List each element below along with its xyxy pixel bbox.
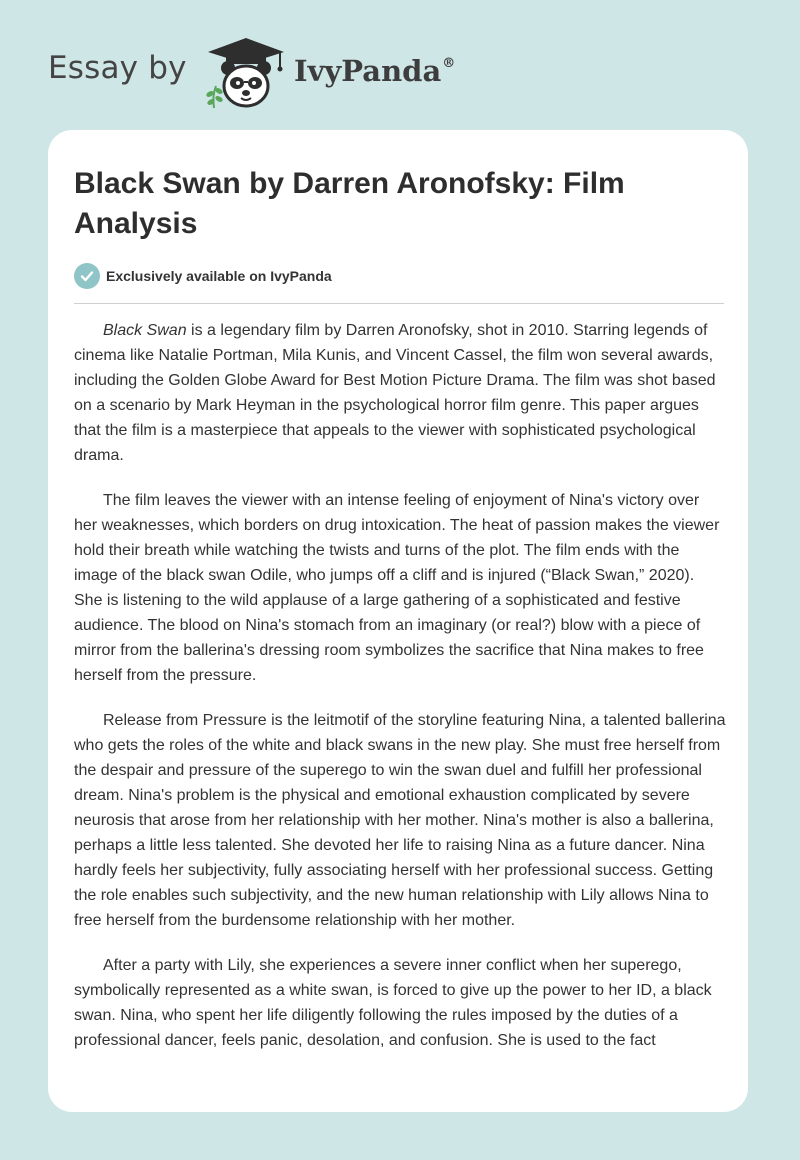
- page-title: Black Swan by Darren Aronofsky: Film Analysis: [74, 167, 625, 240]
- paragraph-1: [74, 318, 726, 468]
- article-card: [48, 130, 748, 1112]
- exclusive-badge: [74, 263, 332, 289]
- site-header: [48, 34, 508, 110]
- registered-mark: ®: [442, 56, 456, 71]
- paragraph-1-text: is a legendary film by Darren Aronofsky, shot in 2010. Starring legends of cinema like Natalie Portman, Mila Kunis, and Vincent Cassel, the film won several awards, including the Golden Globe Award for Best Motion Picture Drama. The film was shot based on a scenario by Mark Heyman in the psychological horror film genre. This paper argues that the film is a masterpiece that appeals to the viewer with sophisticated psychological drama.: [74, 322, 716, 464]
- article-body: [74, 318, 726, 1073]
- essay-by-label: Essay by: [48, 50, 187, 86]
- divider: [74, 303, 724, 304]
- check-icon: [74, 263, 100, 289]
- panda-graduate-icon[interactable]: [200, 34, 290, 110]
- brand-text: IvyPanda: [294, 54, 442, 88]
- paragraph-2: The film leaves the viewer with an intense feeling of enjoyment of Nina's victory over her weaknesses, which borders on drug intoxication. The heat of passion makes the viewer hold their breath while watching the twists and turns of the plot. The film ends with the image of the black swan Odile, who jumps off a cliff and is injured (“Black Swan,” 2020). She is listening to the wild applause of a large gathering of a sophisticated and festive audience. The blood on Nina's stomach from an imaginary (or real?) blow with a piece of mirror from the ballerina's dressing room symbolizes the sacrifice that Nina makes to free herself from the pressure.: [74, 492, 720, 684]
- film-title-italic: Black Swan: [103, 322, 187, 339]
- badge-label: Exclusively available on IvyPanda: [106, 268, 332, 284]
- paragraph-4: After a party with Lily, she experiences a severe inner conflict when her superego, symbolically represented as a white swan, is forced to give up the power to her ID, a black swan. Nina, who spent her life diligently following the rules imposed by the duties of a professional dancer, feels panic, desolation, and confusion. She is used to the fact: [74, 957, 712, 1049]
- brand-name[interactable]: [294, 54, 455, 88]
- paragraph-3: Release from Pressure is the leitmotif of the storyline featuring Nina, a talented ballerina who gets the roles of the white and black swans in the new play. She must free herself from the despair and pressure of the superego to win the swan duel and fulfill her professional dream. Nina's problem is the physical and emotional exhaustion complicated by severe neurosis that arose from her relationship with her mother. Nina's mother is also a ballerina, perhaps a little less talented. She devoted her life to raising Nina as a future dancer. Nina hardly feels her subjectivity, fully associating herself with her professional success. Getting the role enables such subjectivity, and the new human relationship with Lily allows Nina to free herself from the burdensome relationship with her mother.: [74, 712, 726, 929]
